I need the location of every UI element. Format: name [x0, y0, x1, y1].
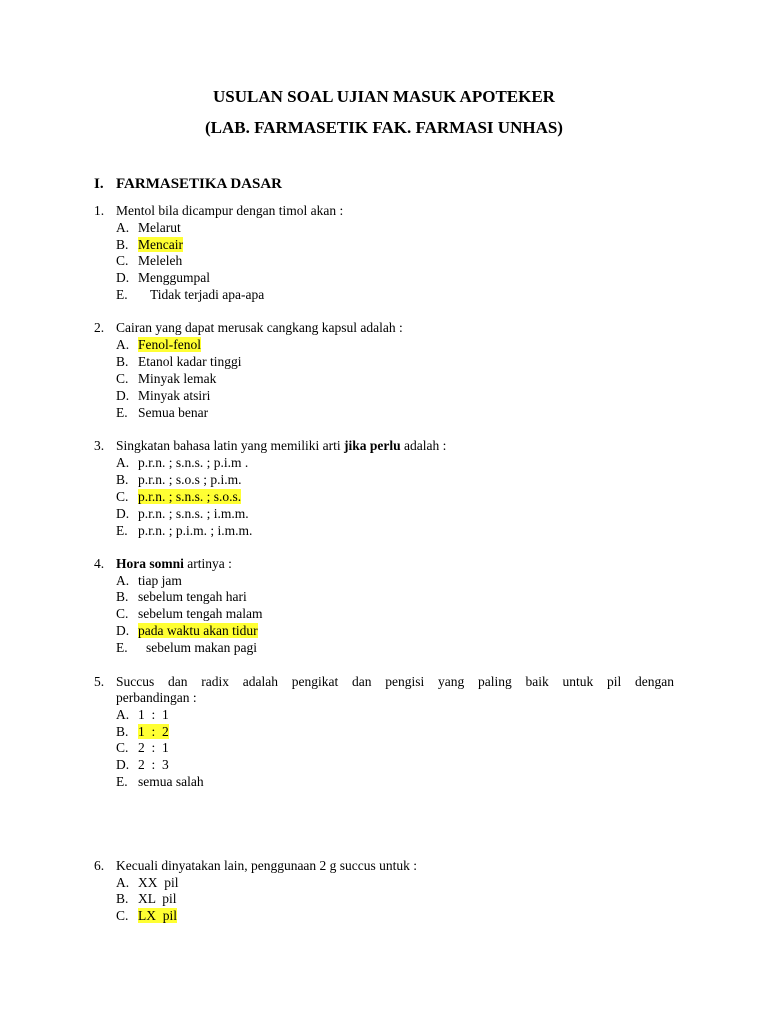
option-text: adalah : [400, 438, 447, 453]
option-letter: C. [116, 489, 129, 504]
question-text: Kecuali dinyatakan lain, penggunaan 2 g succus untuk : [116, 858, 418, 873]
option-text: sebelum tengah malam [138, 606, 263, 621]
option-text: Meleleh [138, 253, 183, 268]
question-4 [94, 555, 232, 572]
option-letter: D. [116, 623, 130, 638]
question-text: Cairan yang dapat merusak cangkang kapsul adalah : [116, 320, 403, 335]
option-text: p.r.n. ; s.n.s. ; i.m.m. [138, 506, 249, 521]
question-5-number [94, 673, 116, 690]
question-number: 3. [94, 438, 105, 453]
option-text: p.r.n. ; s.o.s ; p.i.m. [138, 472, 242, 487]
option-text: Minyak lemak [138, 371, 217, 386]
option-text: p.r.n. ; s.n.s. ; p.i.m . [138, 455, 249, 470]
highlighted-answer: 1 : 2 [138, 724, 169, 739]
option-letter: C. [116, 908, 129, 923]
option-letter: E. [116, 640, 128, 655]
question-number: 4. [94, 556, 105, 571]
option-letter: D. [116, 506, 130, 521]
option-letter: B. [116, 724, 129, 739]
option-3c [116, 488, 241, 505]
option-letter: A. [116, 707, 130, 722]
option-letter: C. [116, 253, 129, 268]
option-letter: C. [116, 371, 129, 386]
document-subtitle: (LAB. FARMASETIK FAK. FARMASI UNHAS) [205, 118, 563, 137]
option-text: Semua benar [138, 405, 209, 420]
option-letter: E. [116, 774, 128, 789]
question-number: 6. [94, 858, 105, 873]
option-5a [116, 706, 169, 723]
option-letter: B. [116, 891, 129, 906]
option-letter: A. [116, 573, 130, 588]
option-4c [116, 605, 262, 622]
section-number: I. [94, 176, 104, 192]
highlighted-answer: Fenol-fenol [138, 337, 201, 352]
option-1e [116, 286, 264, 303]
option-letter: C. [116, 740, 129, 755]
option-letter: A. [116, 220, 130, 235]
highlighted-answer: p.r.n. ; s.n.s. ; s.o.s. [138, 489, 242, 504]
option-letter: D. [116, 388, 130, 403]
option-text: semua salah [138, 774, 204, 789]
option-text: Melarut [138, 220, 181, 235]
question-5-text: Succus dan radix adalah pengikat dan pengisi yang paling baik untuk pil dengan [116, 674, 674, 689]
question-2 [94, 319, 403, 336]
option-letter: E. [116, 287, 128, 302]
option-letter: A. [116, 875, 130, 890]
option-5d [116, 756, 169, 773]
option-text: artinya : [183, 556, 232, 571]
option-4a [116, 572, 182, 589]
highlighted-answer: pada waktu akan tidur [138, 623, 258, 638]
option-text: p.r.n. ; p.i.m. ; i.m.m. [138, 523, 253, 538]
option-letter: B. [116, 237, 129, 252]
option-text: sebelum tengah hari [138, 589, 247, 604]
option-text: XL pil [138, 891, 177, 906]
document-title: USULAN SOAL UJIAN MASUK APOTEKER [213, 87, 555, 106]
bold-term: Hora somni [116, 556, 184, 571]
question-number: 5. [94, 674, 105, 689]
question-number: 2. [94, 320, 105, 335]
option-2c [116, 370, 216, 387]
question-5-text-continued: perbandingan : [116, 690, 197, 705]
option-3a [116, 454, 248, 471]
option-text: 2 : 3 [138, 757, 169, 772]
option-2e [116, 404, 208, 421]
option-3d [116, 505, 249, 522]
option-letter: A. [116, 337, 130, 352]
option-text: sebelum makan pagi [146, 640, 257, 655]
option-text: Singkatan bahasa latin yang memiliki arti [116, 438, 344, 453]
option-letter: D. [116, 270, 130, 285]
question-3 [94, 437, 446, 454]
option-1c [116, 252, 182, 269]
option-letter: B. [116, 354, 129, 369]
option-3e [116, 522, 252, 539]
highlighted-answer: Mencair [138, 237, 183, 252]
bold-term: jika perlu [343, 438, 401, 453]
section-heading [94, 175, 282, 193]
option-letter: B. [116, 472, 129, 487]
option-1d [116, 269, 210, 286]
option-1a [116, 219, 181, 236]
option-text: tiap jam [138, 573, 182, 588]
option-text: Menggumpal [138, 270, 210, 285]
option-text: Minyak atsiri [138, 388, 211, 403]
question-6 [94, 857, 417, 874]
option-text: 2 : 1 [138, 740, 169, 755]
option-text: XX pil [138, 875, 179, 890]
option-letter: A. [116, 455, 130, 470]
option-2b [116, 353, 241, 370]
option-6c [116, 907, 177, 924]
option-5b [116, 723, 169, 740]
option-4e [116, 639, 257, 656]
option-2a [116, 336, 201, 353]
option-letter: D. [116, 757, 130, 772]
option-4b [116, 588, 247, 605]
option-4d [116, 622, 258, 639]
option-letter: B. [116, 589, 129, 604]
option-3b [116, 471, 242, 488]
option-5c [116, 739, 169, 756]
section-title: FARMASETIKA DASAR [116, 176, 282, 192]
question-text: Mentol bila dicampur dengan timol akan : [116, 203, 344, 218]
option-6b [116, 890, 177, 907]
option-2d [116, 387, 210, 404]
option-letter: E. [116, 523, 128, 538]
option-1b [116, 236, 183, 253]
highlighted-answer: LX pil [138, 908, 177, 923]
option-text: 1 : 1 [138, 707, 169, 722]
question-number: 1. [94, 203, 105, 218]
option-5e [116, 773, 204, 790]
option-letter: E. [116, 405, 128, 420]
option-text: Etanol kadar tinggi [138, 354, 242, 369]
option-text: Tidak terjadi apa-apa [150, 287, 265, 302]
option-6a [116, 874, 179, 891]
question-1 [94, 202, 343, 219]
option-letter: C. [116, 606, 129, 621]
